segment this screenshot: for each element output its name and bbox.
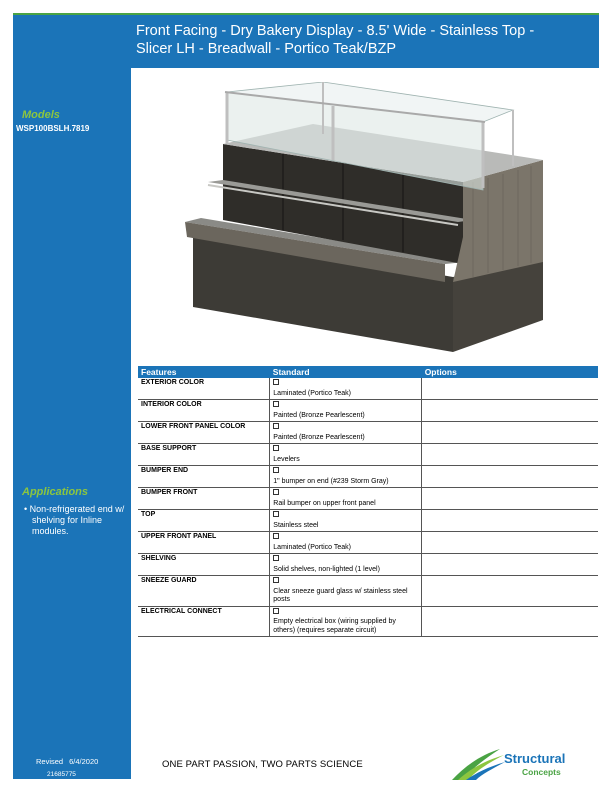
checkbox-icon: [273, 401, 279, 407]
option-cell: [422, 576, 598, 607]
standard-cell: [270, 606, 422, 637]
option-cell: [422, 422, 598, 444]
standard-cell: [270, 378, 422, 400]
sidebar-accent-line: [13, 13, 131, 15]
revised-label: Revised: [36, 757, 64, 766]
feature-cell: BUMPER END: [138, 466, 270, 488]
checkbox-icon: [273, 533, 279, 539]
option-cell: [422, 532, 598, 554]
standard-cell: [270, 422, 422, 444]
standard-text: Solid shelves, non-lighted (1 level): [273, 565, 380, 573]
table-row: [138, 378, 598, 400]
feature-cell: BUMPER FRONT: [138, 488, 270, 510]
logo-word-concepts: Concepts: [522, 767, 561, 777]
standard-text: Stainless steel: [273, 521, 319, 529]
checkbox-icon: [273, 379, 279, 385]
feature-cell: EXTERIOR COLOR: [138, 378, 270, 400]
option-cell: [422, 488, 598, 510]
header-accent-line: [131, 13, 599, 15]
table-row: [138, 576, 598, 607]
standard-text: 1" bumper on end (#239 Storm Gray): [273, 477, 389, 485]
logo-swoosh-icon: [450, 747, 506, 783]
table-header-row: [138, 366, 598, 378]
application-item: • Non-refrigerated end w/ shelving for Inline modules.: [24, 504, 125, 536]
feature-cell: TOP: [138, 510, 270, 532]
checkbox-icon: [273, 467, 279, 473]
table-row: [138, 554, 598, 576]
checkbox-icon: [273, 489, 279, 495]
standard-text: Empty electrical box (wiring supplied by others) (requires separate circuit): [273, 618, 396, 634]
checkbox-icon: [273, 608, 279, 614]
logo-word-structural: Structural: [504, 751, 566, 766]
standard-text: Rail bumper on upper front panel: [273, 499, 376, 507]
header-standard: Standard: [270, 366, 422, 378]
standard-cell: [270, 444, 422, 466]
checkbox-icon: [273, 445, 279, 451]
option-cell: [422, 606, 598, 637]
revised-info: [36, 757, 98, 766]
header-features: Features: [138, 366, 270, 378]
feature-cell: SHELVING: [138, 554, 270, 576]
standard-text: Laminated (Portico Teak): [273, 543, 351, 551]
option-cell: [422, 444, 598, 466]
checkbox-icon: [273, 423, 279, 429]
feature-cell: LOWER FRONT PANEL COLOR: [138, 422, 270, 444]
feature-cell: BASE SUPPORT: [138, 444, 270, 466]
page-title: [136, 22, 596, 58]
title-line-2: Slicer LH - Breadwall - Portico Teak/BZP: [136, 41, 397, 57]
option-cell: [422, 510, 598, 532]
standard-cell: [270, 554, 422, 576]
option-cell: [422, 378, 598, 400]
option-cell: [422, 466, 598, 488]
standard-text: Painted (Bronze Pearlescent): [273, 433, 365, 441]
standard-text: Laminated (Portico Teak): [273, 389, 351, 397]
standard-text: Painted (Bronze Pearlescent): [273, 411, 365, 419]
table-row: [138, 466, 598, 488]
applications-list: [24, 504, 128, 537]
standard-cell: [270, 576, 422, 607]
option-cell: [422, 400, 598, 422]
table-row: [138, 532, 598, 554]
table-row: [138, 606, 598, 637]
standard-cell: [270, 466, 422, 488]
table-row: [138, 488, 598, 510]
feature-cell: ELECTRICAL CONNECT: [138, 606, 270, 637]
feature-cell: SNEEZE GUARD: [138, 576, 270, 607]
feature-cell: UPPER FRONT PANEL: [138, 532, 270, 554]
table-row: [138, 444, 598, 466]
standard-cell: [270, 510, 422, 532]
table-row: [138, 510, 598, 532]
document-number: 21685775: [47, 771, 76, 778]
table-row: [138, 400, 598, 422]
table-body: [138, 378, 598, 637]
features-table: [138, 366, 598, 637]
revised-date: 6/4/2020: [69, 757, 99, 766]
checkbox-icon: [273, 511, 279, 517]
title-line-1: Front Facing - Dry Bakery Display - 8.5' Wide - Stainless Top -: [136, 23, 535, 39]
standard-cell: [270, 488, 422, 510]
header-options: Options: [422, 366, 598, 378]
standard-cell: [270, 532, 422, 554]
product-image: [183, 82, 555, 354]
checkbox-icon: [273, 555, 279, 561]
option-cell: [422, 554, 598, 576]
feature-cell: INTERIOR COLOR: [138, 400, 270, 422]
standard-text: Levelers: [273, 455, 300, 463]
standard-cell: [270, 400, 422, 422]
checkbox-icon: [273, 577, 279, 583]
standard-text: Clear sneeze guard glass w/ stainless steel posts: [273, 587, 408, 603]
tagline: ONE PART PASSION, TWO PARTS SCIENCE: [162, 759, 363, 770]
company-logo: [450, 747, 600, 783]
table-row: [138, 422, 598, 444]
model-number: WSP100BSLH.7819: [16, 124, 90, 133]
models-heading: Models: [22, 109, 60, 121]
applications-heading: Applications: [22, 486, 89, 498]
